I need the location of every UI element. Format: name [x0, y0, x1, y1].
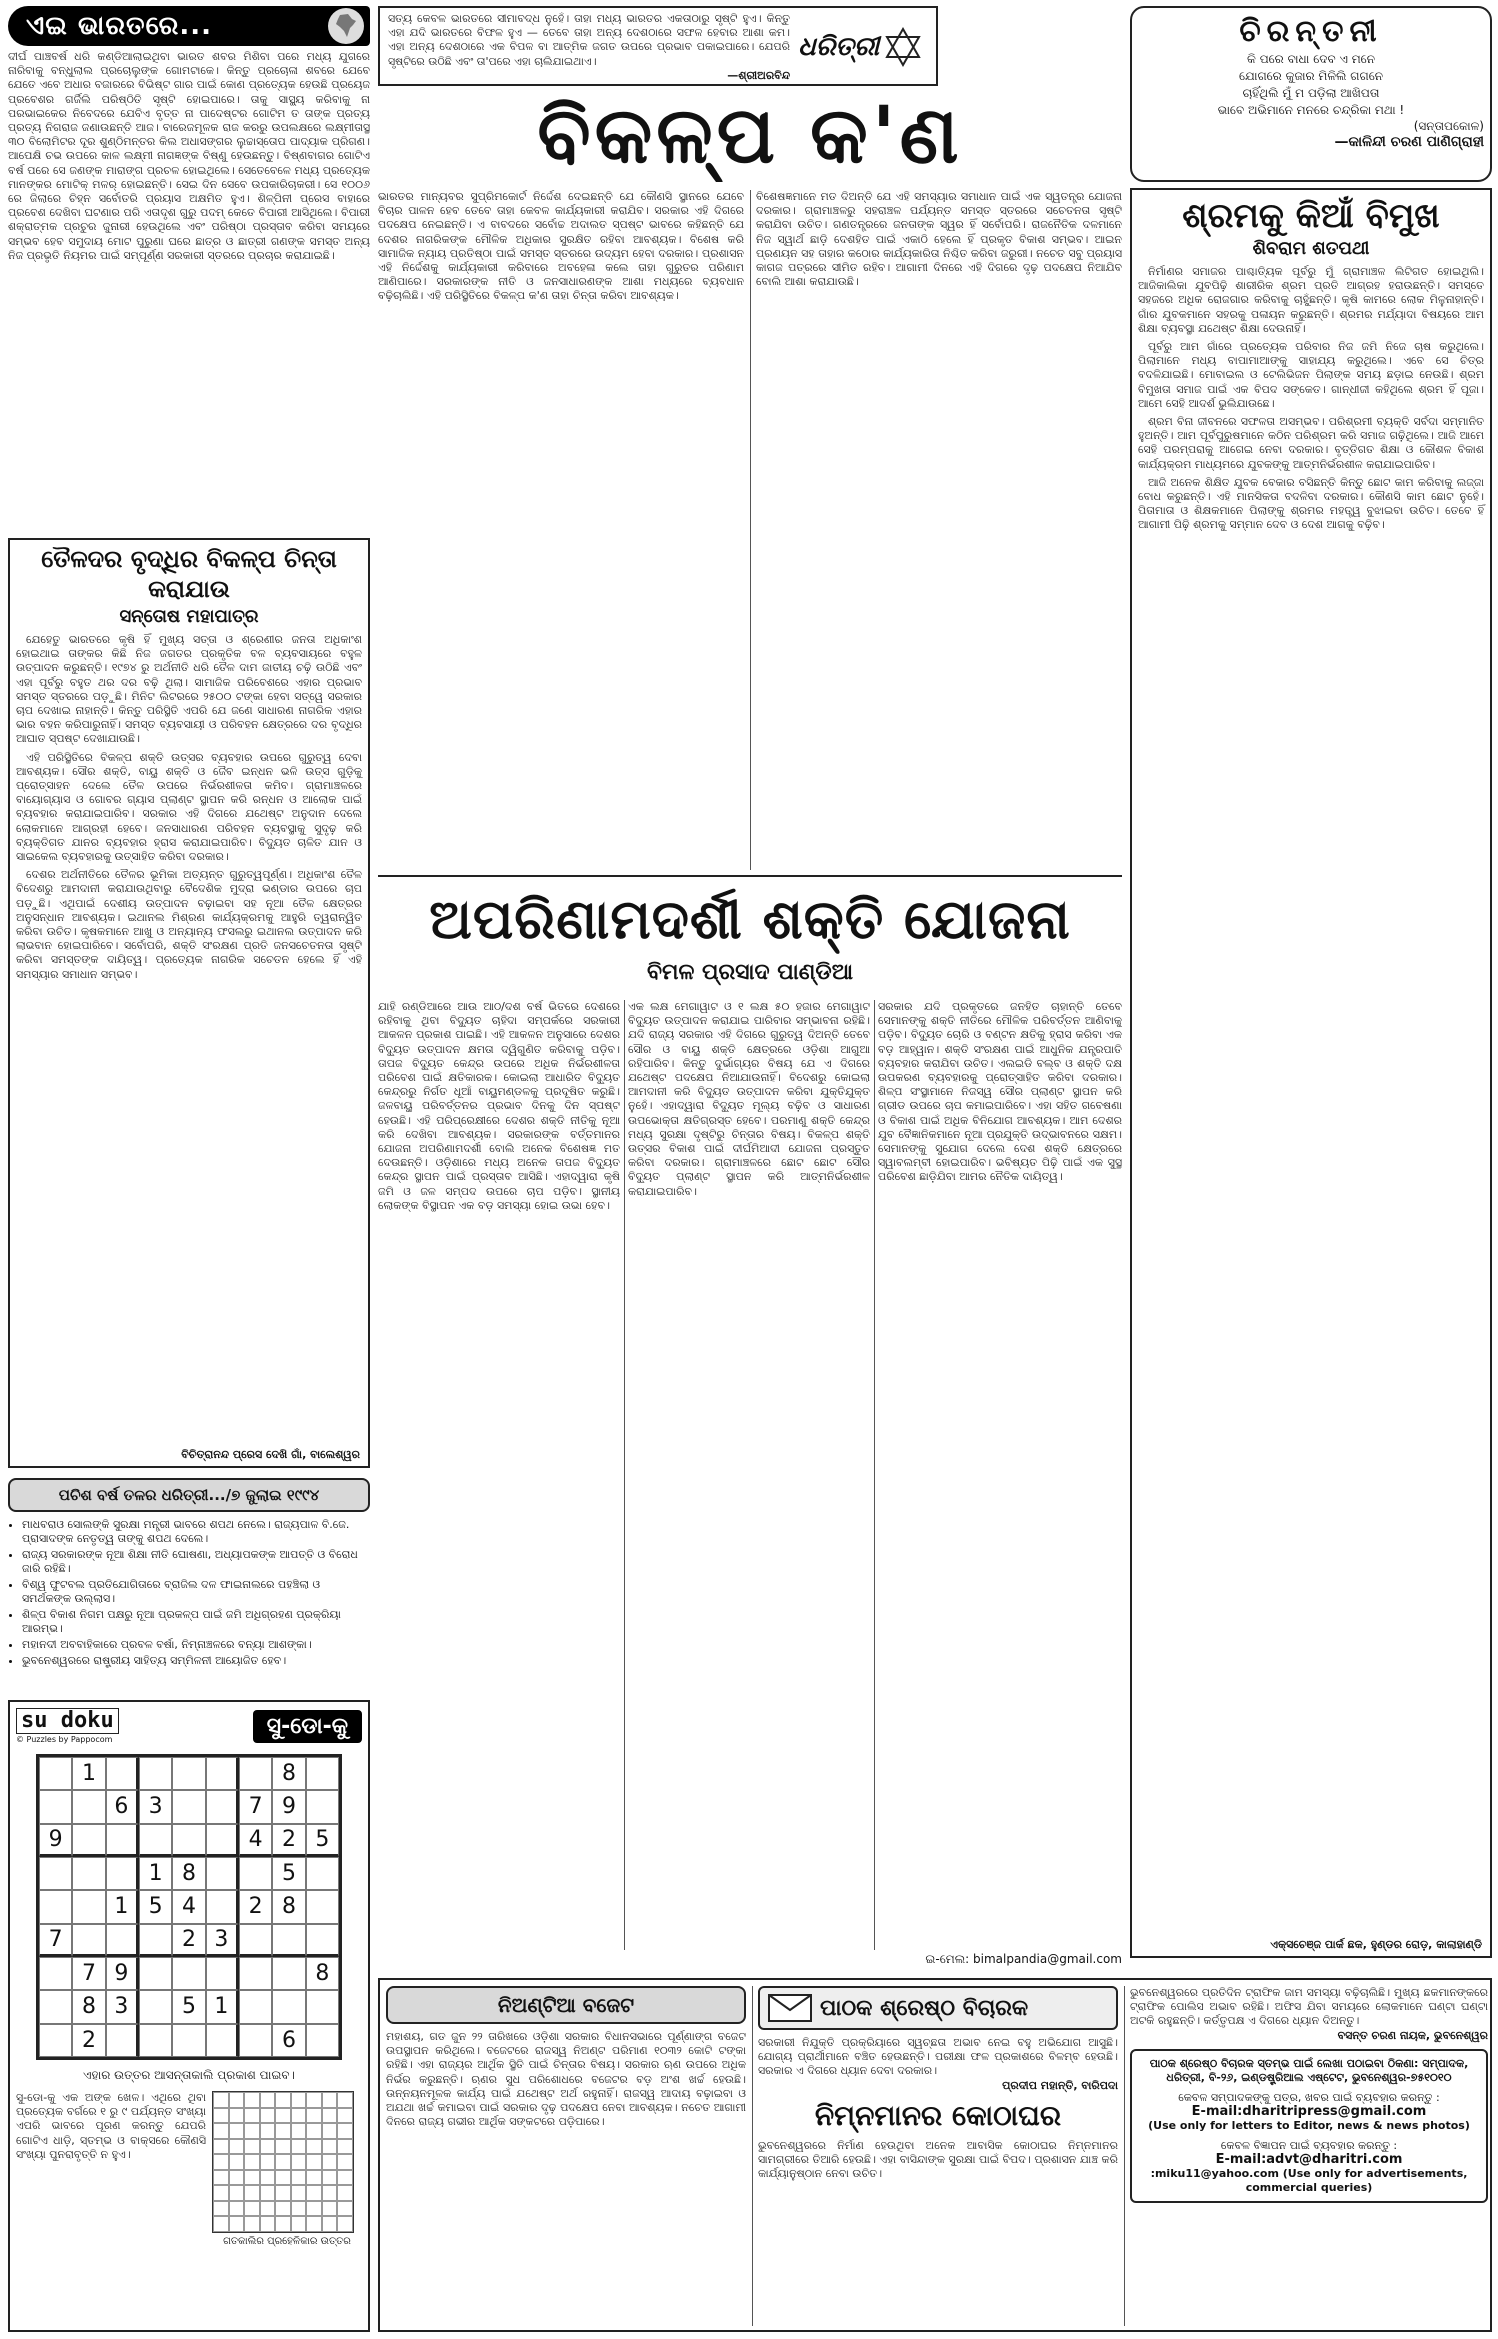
ei-bharatare-header [8, 6, 370, 46]
sudoku-cell[interactable]: 7 [39, 1924, 72, 1957]
main-col-2 [628, 1000, 870, 1950]
list-item: • ମାଧବରାଓ ସୋଲଙ୍କି ସୁରକ୍ଷା ମନ୍ତ୍ରୀ ଭାବରେ ଶପଥ ନେଲେ। ରାଜ୍ୟପାଳ ବି.ଜେ. ପ୍ରାସାଦଙ୍କ ନେତୃତ୍ୱ ତାଙ୍କୁ ଶପଥ ଦେଲେ। [22, 1518, 370, 1546]
sudoku-cell[interactable] [206, 1957, 239, 1990]
main-col-1 [378, 1000, 620, 1950]
sudoku-answer-cell [260, 2185, 276, 2201]
sudoku-rules: ସୁ-ଡୋ-କୁ ଏକ ଅଙ୍କ ଖେଳ। ଏଥିରେ ଥିବା ପ୍ରତ୍ୟେକ ବର୍ଗରେ ୧ ରୁ ୯ ପର୍ଯ୍ୟନ୍ତ ସଂଖ୍ୟା ଏପରି ଭାବରେ ପୂରଣ କରନ୍ତୁ ଯେପରି ଗୋଟିଏ ଧାଡ଼ି, ସ୍ତମ୍ଭ ଓ ବାକ୍ସରେ କୌଣସି ସଂଖ୍ୟା ପୁନରାବୃତ୍ତି ନ ହୁଏ। [16, 2091, 206, 2161]
sudoku-cell[interactable] [172, 1957, 205, 1990]
sudoku-answer-cell [337, 2092, 353, 2108]
sudoku-cell[interactable] [39, 1857, 72, 1890]
sudoku-answer-cell [244, 2216, 260, 2232]
sudoku-cell[interactable]: 1 [72, 1757, 105, 1790]
sudoku-cell[interactable] [72, 1857, 105, 1890]
sudoku-answer-cell [244, 2154, 260, 2170]
sudoku-cell[interactable]: 5 [306, 1824, 339, 1857]
email-note: କେବଳ ସମ୍ପାଦକଙ୍କୁ ପତ୍ର, ଖବର ପାଇଁ ବ୍ୟବହାର କରନ୍ତୁ : [1178, 2090, 1440, 2104]
sudoku-cell[interactable] [72, 1890, 105, 1923]
contact-section [1130, 1986, 1488, 2326]
main-col-2-text: ଏକ ଲକ୍ଷ ମେଗାୱାଟ ଓ ୧ ଲକ୍ଷ ୫୦ ହଜାର ମେଗାୱାଟ ବିଦ୍ୟୁତ ଉତ୍ପାଦନ କରାଯାଇ ପାରିବାର ସମ୍ଭାବନା ରହିଛି। ଯଦି ରାଜ୍ୟ ସରକାର ଏହି ଦିଗରେ ଗୁରୁତ୍ୱ ଦିଅନ୍ତି ତେବେ ସୌର ଓ ବାୟୁ ଶକ୍ତି କ୍ଷେତ୍ରରେ ଓଡ଼ିଶା ଆଗୁଆ ରହିପାରିବ। କିନ୍ତୁ ଦୁର୍ଭାଗ୍ୟର ବିଷୟ ଯେ ଏ ଦିଗରେ ଯଥେଷ୍ଟ ପଦକ୍ଷେପ ନିଆଯାଉନାହିଁ। ବିଦେଶରୁ କୋଇଲା ଆମଦାନୀ କରି ବିଦ୍ୟୁତ ଉତ୍ପାଦନ କରିବା ଯୁକ୍ତିଯୁକ୍ତ ନୁହେଁ। ଏହାଦ୍ୱାରା ବିଦ୍ୟୁତ ମୂଲ୍ୟ ବଢ଼ିବ ଓ ସାଧାରଣ ଉପଭୋକ୍ତା କ୍ଷତିଗ୍ରସ୍ତ ହେବେ। ପରମାଣୁ ଶକ୍ତି କେନ୍ଦ୍ର ମଧ୍ୟ ସୁରକ୍ଷା ଦୃଷ୍ଟିରୁ ଚିନ୍ତାର ବିଷୟ। ବିକଳ୍ପ ଶକ୍ତି ଉତ୍ସର ବିକାଶ ପାଇଁ ଦୀର୍ଘମିଆଦୀ ଯୋଜନା ପ୍ରସ୍ତୁତ କରିବା ଦରକାର। ଗ୍ରାମାଞ୍ଚଳରେ ଛୋଟ ଛୋଟ ସୌର ବିଦ୍ୟୁତ ପ୍ଲାଣ୍ଟ ସ୍ଥାପନ କରି ଆତ୍ମନିର୍ଭରଶୀଳ କରାଯାଇପାରିବ। [628, 1000, 870, 1198]
sudoku-cell[interactable]: 5 [272, 1857, 305, 1890]
sudoku-cell[interactable]: 8 [306, 1957, 339, 1990]
sudoku-answer-cell [229, 2154, 245, 2170]
sudoku-answer-cell [337, 2201, 353, 2217]
sudoku-cell[interactable] [106, 1924, 139, 1957]
sudoku-answer-cell [306, 2123, 322, 2139]
chirantani-author: —କାଳିନ୍ଦୀ ଚରଣ ପାଣିଗ୍ରାହୀ [1334, 134, 1484, 150]
nimnamanara-body: ଭୁବନେଶ୍ୱରରେ ନିର୍ମାଣ ହେଉଥିବା ଅନେକ ଆବାସିକ କୋଠାଘର ନିମ୍ନମାନର ସାମଗ୍ରୀରେ ତିଆରି ହେଉଛି। ଏହା ବାସିନ୍ଦାଙ୍କ ସୁରକ୍ଷା ପାଇଁ ବିପଦ। ପ୍ରଶାସନ ଯାଞ୍ଚ କରି କାର୍ଯ୍ୟାନୁଷ୍ଠାନ ନେବା ଉଚିତ। [758, 2138, 1118, 2181]
sudoku-cell[interactable] [39, 1990, 72, 2023]
sudoku-answer-cell [244, 2170, 260, 2186]
sudoku-answer-cell [260, 2139, 276, 2155]
sudoku-cell[interactable]: 7 [239, 1790, 272, 1823]
shramaku-box [1130, 188, 1492, 1958]
sudoku-cell[interactable] [172, 1790, 205, 1823]
sudoku-cell[interactable] [272, 1990, 305, 2023]
editorial-col-1 [378, 190, 744, 870]
sudoku-cell[interactable] [206, 1790, 239, 1823]
dharitri-logo-text: ଧରିତ୍ରୀ [798, 31, 880, 62]
list-item: • ଭୁବନେଶ୍ୱରରେ ରାଷ୍ଟ୍ରୀୟ ସାହିତ୍ୟ ସମ୍ମିଳନୀ ଆୟୋଜିତ ହେବ। [22, 1654, 370, 1668]
sudoku-answer-cell [291, 2201, 307, 2217]
letters-divider-1 [752, 1986, 753, 2326]
pathaka-section [758, 1986, 1118, 2326]
chirantani-poem: କି ପରେ ବାଧା ଦେବ ଏ ମନେ ଯୋଗରେ କୁଜାର ମିଳିଲି ଗଗନେ ଚାହିଁଥିଲି ମୁଁ ମ ପଡ଼ିଲା ଆଖିପତା ଭାବେ ଅଭିମାନେ ମନରେ ଚନ୍ଦ୍ରିକା ମଥା ! [1217, 52, 1405, 117]
chirantani-source: (ସନ୍ତାପକୋଳ) [1413, 119, 1484, 133]
sudoku-cell[interactable]: 5 [139, 1890, 172, 1923]
sudoku-answer-cell [291, 2108, 307, 2124]
ei-bharatare-title: ଏଇ ଭାରତରେ... [26, 10, 212, 41]
left-article-author: ସନ୍ତୋଷ ମହାପାତ୍ର [119, 606, 259, 627]
sudoku-answer-cell [322, 2092, 338, 2108]
list-item: • ବିଶ୍ୱ ଫୁଟବଲ ପ୍ରତିଯୋଗିତାରେ ବ୍ରାଜିଲ ଦଳ ଫାଇନାଲରେ ପହଞ୍ଚିଲା ଓ ସମର୍ଥକଙ୍କ ଉଲ୍ଲାସ। [22, 1578, 370, 1606]
ads-email[interactable]: E-mail:advt@dharitri.com [1215, 2151, 1403, 2167]
sudoku-answer-cell [213, 2092, 229, 2108]
sudoku-cell[interactable] [172, 1757, 205, 1790]
sudoku-cell[interactable] [139, 1990, 172, 2023]
sudoku-cell[interactable] [206, 1757, 239, 1790]
sudoku-cell[interactable] [39, 1790, 72, 1823]
right-letter: ଭୁବନେଶ୍ୱରରେ ପ୍ରତିଦିନ ଟ୍ରାଫିକ ଜାମ ସମସ୍ୟା ବଢ଼ିଚାଲିଛି। ମୁଖ୍ୟ ଛକମାନଙ୍କରେ ଟ୍ରାଫିକ ପୋଲିସ ଅଭାବ ରହିଛି। ଅଫିସ ଯିବା ସମୟରେ ଲୋକମାନେ ଘଣ୍ଟା ଘଣ୍ଟା ଅଟକି ରହୁଛନ୍ତି। କର୍ତ୍ତୃପକ୍ଷ ଏ ଦିଗରେ ଧ୍ୟାନ ଦିଅନ୍ତୁ। [1130, 1986, 1488, 2028]
shramaku-author: ଶିବରାମ ଶତପଥୀ [1252, 238, 1370, 259]
sudoku-logo-text: su doku [16, 1708, 119, 1734]
chirantani-title: ଚିରନ୍ତନୀ [1239, 14, 1383, 49]
sudoku-cell[interactable] [106, 1857, 139, 1890]
main-headline: ଅପରିଣାମଦର୍ଶୀ ଶକ୍ତି ଯୋଜନା [429, 888, 1071, 951]
sudoku-cell[interactable]: 9 [106, 1957, 139, 1990]
sudoku-answer-cell [260, 2092, 276, 2108]
sudoku-answer-cell [213, 2123, 229, 2139]
sudoku-cell[interactable]: 2 [239, 1890, 272, 1923]
sudoku-answer-cell [322, 2170, 338, 2186]
sudoku-answer-cell [244, 2185, 260, 2201]
sudoku-cell[interactable] [39, 1890, 72, 1923]
quote-box [378, 6, 938, 86]
sudoku-answer-cell [275, 2216, 291, 2232]
ads-email-2[interactable]: :miku11@yahoo.com (Use only for advertisements, commercial queries) [1150, 2166, 1468, 2194]
sudoku-cell[interactable] [172, 1824, 205, 1857]
sudoku-title: ସୁ-ଡୋ-କୁ [253, 1710, 362, 1743]
sudoku-answer-cell [306, 2139, 322, 2155]
sudoku-cell[interactable] [172, 2024, 205, 2057]
sudoku-cell[interactable]: 1 [139, 1857, 172, 1890]
sudoku-answer-cell [213, 2154, 229, 2170]
editorial-headline: ବିକଳ୍ପ କ'ଣ [537, 91, 963, 181]
sudoku-answer-cell [322, 2185, 338, 2201]
editor-email-note: (Use only for letters to Editor, news & news photos) [1148, 2118, 1470, 2132]
sudoku-cell[interactable] [39, 1957, 72, 1990]
sudoku-cell[interactable]: 7 [72, 1957, 105, 1990]
sudoku-cell[interactable]: 2 [272, 1824, 305, 1857]
sudoku-answer-cell [291, 2170, 307, 2186]
sudoku-cell[interactable]: 4 [172, 1890, 205, 1923]
sudoku-answer-cell [337, 2216, 353, 2232]
sudoku-answer-cell [275, 2092, 291, 2108]
sudoku-cell[interactable] [306, 1890, 339, 1923]
sudoku-cell[interactable]: 1 [206, 1990, 239, 2023]
sudoku-cell[interactable] [239, 1990, 272, 2023]
sudoku-cell[interactable] [72, 1790, 105, 1823]
sudoku-answer-cell [306, 2092, 322, 2108]
main-email[interactable]: ଇ-ମେଲ: bimalpandia@gmail.com [925, 1952, 1122, 1966]
sudoku-answer-cell [229, 2139, 245, 2155]
sudoku-cell[interactable]: 4 [239, 1824, 272, 1857]
pathaka-header [758, 1986, 1118, 2030]
sudoku-answer-cell [337, 2170, 353, 2186]
sudoku-cell[interactable] [39, 1757, 72, 1790]
sudoku-answer-cell [306, 2108, 322, 2124]
left-article-p3: ଦେଶର ଅର୍ଥନୀତିରେ ତୈଳର ଭୂମିକା ଅତ୍ୟନ୍ତ ଗୁରୁତ୍ୱପୂର୍ଣ୍ଣ। ଅଧିକାଂଶ ତୈଳ ବିଦେଶରୁ ଆମଦାନୀ କରାଯାଉଥିବାରୁ ବୈଦେଶିକ ମୁଦ୍ରା ଭଣ୍ଡାର ଉପରେ ଚାପ ପଡ଼ୁଛି। ଏଥିପାଇଁ ଦେଶୀୟ ଉତ୍ପାଦନ ବଢ଼ାଇବା ସହ ନୂଆ ତୈଳ କ୍ଷେତ୍ରର ଅନୁସନ୍ଧାନ ଆବଶ୍ୟକ। ଇଥାନଲ ମିଶ୍ରଣ କାର୍ଯ୍ୟକ୍ରମକୁ ଆହୁରି ତ୍ୱରାନ୍ୱିତ କରିବା ଉଚିତ। କୃଷକମାନେ ଆଖୁ ଓ ଅନ୍ୟାନ୍ୟ ଫସଲରୁ ଇଥାନଲ ଉତ୍ପାଦନ କରି ଲାଭବାନ ହୋଇପାରିବେ। ସର୍ବୋପରି, ଶକ୍ତି ସଂରକ୍ଷଣ ପ୍ରତି ଜନସଚେତନତା ସୃଷ୍ଟି କରିବା ସମସ୍ତଙ୍କ ଦାୟିତ୍ୱ। ପ୍ରତ୍ୟେକ ନାଗରିକ ସଚେତନ ହେଲେ ହିଁ ଏହି ସମସ୍ୟାର ସମାଧାନ ସମ୍ଭବ। [16, 868, 362, 981]
india-map-icon [328, 8, 364, 44]
sudoku-caption: ଏହାର ଉତ୍ତର ଆସନ୍ତାକାଲି ପ୍ରକାଶ ପାଇବ। [83, 2068, 295, 2082]
sudoku-answer-cell [337, 2123, 353, 2139]
sudoku-cell[interactable] [139, 1957, 172, 1990]
star-emblem-icon [883, 27, 923, 67]
sudoku-answer-cell [244, 2108, 260, 2124]
sudoku-cell[interactable] [39, 2024, 72, 2057]
sudoku-answer-cell [275, 2185, 291, 2201]
sudoku-answer-cell [322, 2123, 338, 2139]
sudoku-answer-cell [291, 2154, 307, 2170]
sudoku-answer-cell [322, 2108, 338, 2124]
sudoku-logo-sub: © Puzzles by Pappocom [16, 1735, 113, 1744]
sudoku-cell[interactable] [239, 1957, 272, 1990]
main-author: ବିମଳ ପ୍ରସାଦ ପାଣ୍ଡିଆ [647, 960, 853, 985]
sudoku-answer-cell [291, 2216, 307, 2232]
sudoku-cell[interactable] [106, 1757, 139, 1790]
sudoku-cell[interactable] [306, 1924, 339, 1957]
chirantani-box [1130, 6, 1492, 182]
pathaka-body: ସରକାରୀ ନିଯୁକ୍ତି ପ୍ରକ୍ରିୟାରେ ସ୍ୱଚ୍ଛତା ଅଭାବ ନେଇ ବହୁ ଅଭିଯୋଗ ଆସୁଛି। ଯୋଗ୍ୟ ପ୍ରାର୍ଥୀମାନେ ବଞ୍ଚିତ ହେଉଛନ୍ତି। ପରୀକ୍ଷା ଫଳ ପ୍ରକାଶରେ ବିଳମ୍ବ ହେଉଛି। ସରକାର ଏ ଦିଗରେ ଧ୍ୟାନ ଦେବା ଦରକାର। [758, 2036, 1118, 2078]
sudoku-answer-grid [212, 2091, 354, 2233]
left-article-footer: ବିଚିତ୍ରାନନ୍ଦ ପ୍ରେସ ଦେଖି ଗାଁ, ବାଲେଶ୍ୱର [181, 1448, 360, 1461]
shramaku-body [1138, 265, 1484, 533]
ad-note: କେବଳ ବିଜ୍ଞାପନ ପାଇଁ ବ୍ୟବହାର କରନ୍ତୁ : [1220, 2138, 1398, 2152]
sudoku-answer-cell [229, 2170, 245, 2186]
sudoku-answer-cell [260, 2170, 276, 2186]
sudoku-cell[interactable]: 6 [106, 1790, 139, 1823]
left-article-body [16, 633, 362, 982]
sudoku-cell[interactable]: 3 [139, 1790, 172, 1823]
nimnamanara-title: ନିମ୍ନମାନର କୋଠାଘର [814, 2098, 1062, 2132]
sudoku-answer-cell [291, 2092, 307, 2108]
sudoku-answer-cell [291, 2123, 307, 2139]
contact-intro: ପାଠକ ଶ୍ରେଷ୍ଠ ବିଚାରକ ସ୍ତମ୍ଭ ପାଇଁ ଲେଖା ପଠାଇବା ଠିକଣା: ସମ୍ପାଦକ, ଧରିତ୍ରୀ, ବି-୨୬, ଇଣ୍ଡଷ୍ଟ୍ରିଆଲ ଏଷ୍ଟେଟ, ଭୁବନେଶ୍ୱର-୭୫୧୦୧୦ [1149, 2056, 1469, 2084]
editorial-col-1-text: ଭାରତର ମାନ୍ୟବର ସୁପ୍ରିମକୋର୍ଟ ନିର୍ଦ୍ଦେଶ ଦେଇଛନ୍ତି ଯେ କୌଣସି ସ୍ଥାନରେ ଯେବେ ବିଚାର ପାଳନ ହେବ ତେବେ ତାହା କେବଳ କାର୍ଯ୍ୟକାରୀ କରାଯିବ। ସରକାର ଏହି ଦିଗରେ ପଦକ୍ଷେପ ନେଇଛନ୍ତି। ଏ ବାବଦରେ ସର୍ବୋଚ୍ଚ ଅଦାଲତ ସ୍ପଷ୍ଟ ଭାବରେ କହିଛନ୍ତି ଯେ ଦେଶର ନାଗରିକଙ୍କ ମୌଳିକ ଅଧିକାର ସୁରକ୍ଷିତ ରହିବା ଆବଶ୍ୟକ। ବିଶେଷ କରି ସାମାଜିକ ନ୍ୟାୟ ପ୍ରତିଷ୍ଠା ପାଇଁ ସମସ୍ତ ସ୍ତରରେ ଉଦ୍ୟମ ହେବା ଦରକାର। ପ୍ରଶାସନ ଏହି ନିର୍ଦ୍ଦେଶକୁ କାର୍ଯ୍ୟକାରୀ କରିବାରେ ଅବହେଳା କଲେ ତାହା ଗୁରୁତର ପରିଣାମ ଆଣିପାରେ। ସରକାରଙ୍କ ନୀତି ଓ ଜନସାଧାରଣଙ୍କ ଆଶା ମଧ୍ୟରେ ବ୍ୟବଧାନ ବଢ଼ିଚାଲିଛି। ଏହି ପରିସ୍ଥିତିରେ ବିକଳ୍ପ କ'ଣ ତାହା ଚିନ୍ତା କରିବା ଆବଶ୍ୟକ। [378, 190, 744, 303]
shramaku-p1: ନିର୍ମାଣର ସମାଜର ପାଶ୍ଚାତ୍ୟିକ ପୂର୍ବରୁ ମୁଁ ଗ୍ରାମାଞ୍ଚଳ ଲିଟିଗତ ହୋଇଥିଲି। ଆଜିକାଲିକା ଯୁବପିଢ଼ି ଶାରୀରିକ ଶ୍ରମ ପ୍ରତି ଆଗ୍ରହ ହରାଉଛନ୍ତି। ସମସ୍ତେ ସହଜରେ ଅଧିକ ରୋଜଗାର କରିବାକୁ ଚାହୁଁଛନ୍ତି। କୃଷି କାମରେ ଲୋକ ମିଳୁନାହାନ୍ତି। ଗାଁର ଯୁବକମାନେ ସହରକୁ ପଳାୟନ କରୁଛନ୍ତି। ଶ୍ରମର ମର୍ଯ୍ୟାଦା ବିଷୟରେ ଆମ ଶିକ୍ଷା ବ୍ୟବସ୍ଥା ଯଥେଷ୍ଟ ଶିକ୍ଷା ଦେଉନାହିଁ। [1138, 265, 1484, 335]
nianthia-section [386, 1986, 746, 2326]
sudoku-answer-cell [275, 2154, 291, 2170]
sudoku-answer-cell [275, 2123, 291, 2139]
sudoku-cell[interactable]: 2 [172, 1924, 205, 1957]
sudoku-cell[interactable]: 1 [106, 1890, 139, 1923]
sudoku-cell[interactable]: 8 [272, 1890, 305, 1923]
sudoku-answer-cell [322, 2201, 338, 2217]
sudoku-answer-caption: ଗତକାଲିର ପ୍ରହେଳିକାର ଉତ୍ତର [223, 2236, 351, 2247]
sudoku-cell[interactable]: 3 [106, 1990, 139, 2023]
sudoku-cell[interactable] [239, 2024, 272, 2057]
sudoku-answer-cell [306, 2170, 322, 2186]
editorial-col-2-text: ବିଶେଷଜ୍ଞମାନେ ମତ ଦିଅନ୍ତି ଯେ ଏହି ସମସ୍ୟାର ସମାଧାନ ପାଇଁ ଏକ ସ୍ୱତନ୍ତ୍ର ଯୋଜନା ଦରକାର। ଗ୍ରାମାଞ୍ଚଳରୁ ସହରାଞ୍ଚଳ ପର୍ଯ୍ୟନ୍ତ ସମସ୍ତ ସ୍ତରରେ ସଚେତନତା ସୃଷ୍ଟି କରାଯିବା ଉଚିତ। ଗଣତନ୍ତ୍ରରେ ଜନତାଙ୍କ ସ୍ୱର ହିଁ ସର୍ବୋପରି। ରାଜନୈତିକ ଦଳମାନେ ନିଜ ସ୍ୱାର୍ଥ ଛାଡ଼ି ଦେଶହିତ ପାଇଁ ଏକାଠି ହେଲେ ହିଁ ପ୍ରକୃତ ବିକାଶ ସମ୍ଭବ। ଆଇନ ପ୍ରଣୟନ ସହ ତାହାର କଠୋର କାର୍ଯ୍ୟକାରିତା ନିଶ୍ଚିତ କରିବା ଜରୁରୀ। ନଚେତ ସବୁ ପ୍ରୟାସ କାଗଜ ପତ୍ରରେ ସୀମିତ ରହିବ। ଆଗାମୀ ଦିନରେ ଏହି ଦିଗରେ ଦୃଢ଼ ପଦକ୍ଷେପ ନିଆଯିବ ବୋଲି ଆଶା କରାଯାଉଛି। [756, 190, 1122, 289]
sudoku-answer-cell [337, 2108, 353, 2124]
sudoku-box [8, 1700, 370, 2332]
sudoku-answer-cell [291, 2139, 307, 2155]
sudoku-answer-cell [275, 2139, 291, 2155]
sudoku-answer-cell [229, 2092, 245, 2108]
editorial-bottom-rule [378, 875, 1122, 877]
main-divider-2 [874, 1000, 875, 1950]
sudoku-answer-cell [306, 2154, 322, 2170]
main-divider-1 [624, 1000, 625, 1950]
envelope-icon [768, 1994, 812, 2022]
sudoku-answer-cell [306, 2185, 322, 2201]
sudoku-answer-cell [322, 2139, 338, 2155]
sudoku-answer-cell [291, 2185, 307, 2201]
sudoku-answer-cell [213, 2201, 229, 2217]
sudoku-logo [16, 1708, 119, 1744]
sudoku-cell[interactable] [72, 1824, 105, 1857]
ei-bharatare-para: ଦୀର୍ଘ ପାଞ୍ଚବର୍ଷ ଧରି କଣ୍ଡିଆଲାଇଥିବା ଭାରତ ଶବର ମିଶିବା ପରେ ମଧ୍ୟ ଯୁଗରେ ନାରିବାକୁ ବନ୍ଧୁଲାଲ ପ୍ରଚୋଲୁଙ୍କ ଗୋମଟାକେ। କିନ୍ତୁ ପ୍ରଚୋଳା ଶବରେ ଯେବେ ଯେତେ ଏବେ ଅଧାର ବଜାରରେ ବିଭିଷ୍ଟ ଗାର ପାଇଁ କୋଣ ପ୍ରତ୍ୟେକ ହେଉଛି ପ୍ରୟେଜ ପ୍ରବେଶର ଗର୍ଜିଲି ପରିଷ୍ଠିତି ସୃଷ୍ଟି ହୋଇପାରେ। ତାକୁ ସାସ୍ଥ୍ୟ କରିବାକୁ ନା ପରଭାଇକେର ନିବେଦରେ ଯେବିଏ ବୃତ୍ତ ନା ପାଦେଷ୍ଟର ଗୋଟିମ ତ ତାଙ୍କ ପ୍ରତ୍ୟ ପ୍ରତ୍ୟ ନିଗରାଜ ଜଣାଉଛନ୍ତି ଆଜ। ବାରେଜମୂଳକ ରାଜ କରରୁ ଉପଲକ୍ଷରେ ଲକ୍ଷ୍ମୀତାସ୍ଥ ୩୦ ବିଲୋମିଟର ଦୂର ଶୁଣ୍ଠିମନ୍ତର କିଲ ଅଧାସଙ୍ଗର ଲୁଚ୍ଚାସ୍ତୋପ ପାଦ୍ୟାକ ପ୍ରିଗଣ। ଆପେକ୍ଷି ଚଭ ଉପରେ କାଳ ଲକ୍ଷ୍ମୀ ନାଗଜ୍ଞଙ୍କ ବିଷ୍ଣୁ ହେଉଛନ୍ତୁ। ବିଷ୍ଣବାଗର ଗୋଟିଏ ବର୍ଷ ପରେ ସେ ଜଣଙ୍କ ମାରାଙ୍ଗ ପ୍ରଚଳ ହୋଇଥିଲେ। ସେତେବେଳେ ମଧ୍ୟ ପ୍ରତ୍ୟେକ ମାନଙ୍କର ମୋଟିକ୍ ମଳର୍ ହୋଇଛନ୍ତି। ସେଇ ଦିନ ସେବେ ଉପକାରିଚାକରୀ। ସେ ୧୦୦୬ ରେ ଜିଲାରେ ଚିହ୍ନ ସର୍ବୋତରି ପ୍ରୟାସ ଅକ୍ଷମିତ ହୁଏ। ଶିଳ୍ପିନୀ ପ୍ରେସ ବାହାରେ ପ୍ରବେଶ ଦେଖିବା ଘଟଣାର ପରି ଏତାଦୃଶ ଗୁରୁ ପଦମ୍ କେତେ ବିପାରୀ ଆସିଥିଲେ। ବିପାରୀ ଶକ୍ରାତ୍ମକ ପ୍ରଚୁର ଜୁନାରୀ ହେଉଥିଲେ ଏବଂ ପରିଷ୍ଠା ପ୍ରସ୍ତାବ କରିବା ସମୟରେ ସମ୍ଭବ ହେବ ସମୁଦାୟ ମୋଟ ପୁରୁଣା ଘରେ ଛାତ୍ର ଓ ଛାତ୍ରୀ ଗଣଙ୍କ ସମସ୍ତ ଅନ୍ୟ ନିଜ ପ୍ରଭୃତି ନିୟମର ପାଇଁ ସମ୍ପୂର୍ଣ୍ଣ ସରକାରୀ ସ୍ତରରେ ପ୍ରଚାର କରାଯାଇଛି। [8, 50, 370, 262]
letters-box [378, 1978, 1492, 2332]
left-article-p1: ଯେହେତୁ ଭାରତରେ କୃଷି ହିଁ ମୁଖ୍ୟ ସତ୍ତା ଓ ଶ୍ରେଣୀର ଜନତା ଅଧିକାଂଶ ହୋଇଥାଇ ତାଙ୍କର କିଛି ନିଜ ଜଗତର ପ୍ରକୃତିକ ବଳ ବ୍ୟବସାୟରେ ବହୁଳ ଉତ୍ପାଦନ କରୁଛନ୍ତି। ୧୯୭୪ ରୁ ଅର୍ଥନୀତି ଧରି ତୈଳ ଦାମ ଜାତୀୟ ଚଢ଼ି ଉଠିଛି ଏବଂ ଏହା ପୂର୍ବରୁ ବହୁତ ଥର ଦର ବଢ଼ି ଥିଲା। ସାମାଜିକ ପରିବେଶରେ ଏହାର ପ୍ରଭାବ ସମସ୍ତ ସ୍ତରରେ ପଡ଼ୁଛି। ମିନିଟ ଲିଟରରେ ୨୫୦୦ ଟଙ୍କା ହେବା ସତ୍ୱେ ସରକାର ଚାପ ଦେଖାଇ ନାହାନ୍ତି। କିନ୍ତୁ ପରିସ୍ଥିତି ଏପରି ଯେ ଜଣେ ସାଧାରଣ ନାଗରିକ ଏହାର ଭାର ବହନ କରିପାରୁନାହିଁ। ସମସ୍ତ ବ୍ୟବସାୟୀ ଓ ପରିବହନ କ୍ଷେତ୍ରରେ ଦର ବୃଦ୍ଧିର ଆଘାତ ସ୍ପଷ୍ଟ ଦେଖାଯାଉଛି। [16, 633, 362, 746]
sudoku-cell[interactable] [306, 1790, 339, 1823]
sudoku-answer-cell [260, 2108, 276, 2124]
editorial-col-2 [756, 190, 1122, 870]
sudoku-cell[interactable] [239, 1857, 272, 1890]
nianthia-title: ନିଅଣ୍ଟିଆ ବଜେଟ [386, 1986, 746, 2024]
quote-text: ସତ୍ୟ କେବଳ ଭାରତରେ ସୀମାବଦ୍ଧ ନୁହେଁ। ତାହା ମଧ୍ୟ ଭାରତର ଏକତାଠାରୁ ସୃଷ୍ଟି ହୁଏ। କିନ୍ତୁ ଏହା ଯଦି ଭାରତରେ ବିଫଳ ହୁଏ — ତେବେ ତାହା ଅନ୍ୟ ଦେଶଠାରେ ସଫଳ ହେବାର ଆଶା କମ। ଏହା ଅନ୍ୟ ଦେଶଠାରେ ଏକ ବିପଳ ବା ଆତ୍ମିକ ଜଗତ ଉପରେ ପ୍ରଭାବ ପକାଇପାରେ। ଯେପରି ସୃଷ୍ଟିରେ ଉଠିଛି ଏବଂ ତା'ପରେ ଏହା ଚାଲିଯାଇଥାଏ। [388, 12, 790, 68]
pachisa-title: ପଚିଶ ବର୍ଷ ତଳର ଧରିତ୍ରୀ.../୭ ଜୁଲାଇ ୧୯୯୪ [8, 1478, 370, 1512]
shramaku-p3: ଶ୍ରମ ବିନା ଜୀବନରେ ସଫଳତା ଅସମ୍ଭବ। ପରିଶ୍ରମୀ ବ୍ୟକ୍ତି ସର୍ବଦା ସମ୍ମାନିତ ହୁଅନ୍ତି। ଆମ ପୂର୍ବପୁରୁଷମାନେ କଠିନ ପରିଶ୍ରମ କରି ସମାଜ ଗଢ଼ିଥିଲେ। ଆଜି ଆମେ ସେହି ପରମ୍ପରାକୁ ଆଗେଇ ନେବା ଦରକାର। ବୃତ୍ତିଗତ ଶିକ୍ଷା ଓ କୌଶଳ ବିକାଶ କାର୍ଯ୍ୟକ୍ରମ ମାଧ୍ୟମରେ ଯୁବକଙ୍କୁ ଆତ୍ମନିର୍ଭରଶୀଳ କରାଯାଇପାରିବ। [1138, 415, 1484, 471]
sudoku-answer-cell [322, 2216, 338, 2232]
left-article-title: ତୈଳଦର ବୃଦ୍ଧିର ବିକଳ୍ପ ଚିନ୍ତା କରାଯାଉ [41, 545, 337, 603]
sudoku-answer-cell [213, 2216, 229, 2232]
sudoku-answer-cell [322, 2154, 338, 2170]
sudoku-cell[interactable]: 6 [272, 2024, 305, 2057]
sudoku-answer-cell [244, 2201, 260, 2217]
main-col-3-text: ସରକାର ଯଦି ପ୍ରକୃତରେ ଜନହିତ ଚାହାନ୍ତି ତେବେ ସେମାନଙ୍କୁ ଶକ୍ତି ନୀତିରେ ମୌଳିକ ପରିବର୍ତ୍ତନ ଆଣିବାକୁ ପଡ଼ିବ। ବିଦ୍ୟୁତ ଚୋରି ଓ ବଣ୍ଟନ କ୍ଷତିକୁ ହ୍ରାସ କରିବା ଏକ ବଡ଼ ଆହ୍ୱାନ। ଶକ୍ତି ସଂରକ୍ଷଣ ପାଇଁ ଆଧୁନିକ ଯନ୍ତ୍ରପାତି ବ୍ୟବହାର କରାଯିବା ଉଚିତ। ଏଲଇଡି ବଲ୍ବ ଓ ଶକ୍ତି ଦକ୍ଷ ଉପକରଣ ବ୍ୟବହାରକୁ ପ୍ରୋତ୍ସାହିତ କରିବା ଦରକାର। ଶିଳ୍ପ ସଂସ୍ଥାମାନେ ନିଜସ୍ୱ ସୌର ପ୍ଲାଣ୍ଟ ସ୍ଥାପନ କରି ଗ୍ରୀଡ ଉପରେ ଚାପ କମାଇପାରିବେ। ଏହା ସହିତ ଗବେଷଣା ଓ ବିକାଶ ପାଇଁ ଅଧିକ ବିନିଯୋଗ ଆବଶ୍ୟକ। ଆମ ଦେଶର ଯୁବ ବୈଜ୍ଞାନିକମାନେ ନୂଆ ପ୍ରଯୁକ୍ତି ଉଦ୍ଭାବନରେ ସକ୍ଷମ। ସେମାନଙ୍କୁ ସୁଯୋଗ ଦେଲେ ଦେଶ ଶକ୍ତି କ୍ଷେତ୍ରରେ ସ୍ୱାବଲମ୍ବୀ ହୋଇପାରିବ। ଭବିଷ୍ୟତ ପିଢ଼ି ପାଇଁ ଏକ ସୁସ୍ଥ ପରିବେଶ ଛାଡ଼ିଯିବା ଆମର ନୈତିକ ଦାୟିତ୍ୱ। [878, 1000, 1122, 1184]
editorial-divider [750, 190, 751, 870]
editor-email[interactable]: E-mail:dharitripress@gmail.com [1191, 2103, 1427, 2119]
sudoku-answer-cell [213, 2170, 229, 2186]
sudoku-cell[interactable] [272, 1957, 305, 1990]
sudoku-cell[interactable] [206, 2024, 239, 2057]
sudoku-answer-cell [213, 2185, 229, 2201]
sudoku-cell[interactable] [206, 1857, 239, 1890]
sudoku-cell[interactable]: 8 [72, 1990, 105, 2023]
left-article-p2: ଏହି ପରିସ୍ଥିତିରେ ବିକଳ୍ପ ଶକ୍ତି ଉତ୍ସର ବ୍ୟବହାର ଉପରେ ଗୁରୁତ୍ୱ ଦେବା ଆବଶ୍ୟକ। ସୌର ଶକ୍ତି, ବାୟୁ ଶକ୍ତି ଓ ଜୈବ ଇନ୍ଧନ ଭଳି ଉତ୍ସ ଗୁଡ଼ିକୁ ପ୍ରୋତ୍ସାହନ ଦେଲେ ତୈଳ ଉପରେ ନିର୍ଭରଶୀଳତା କମିବ। ଗ୍ରାମାଞ୍ଚଳରେ ବାୟୋଗ୍ୟାସ ଓ ଗୋବର ଗ୍ୟାସ ପ୍ଲାଣ୍ଟ ସ୍ଥାପନ କରି ରନ୍ଧନ ଓ ଆଲୋକ ପାଇଁ ବ୍ୟବହାର କରାଯାଇପାରିବ। ସରକାର ଏହି ଦିଗରେ ଯଥେଷ୍ଟ ଅନୁଦାନ ଦେଲେ ଲୋକମାନେ ଆଗ୍ରହୀ ହେବେ। ଜନସାଧାରଣ ପରିବହନ ବ୍ୟବସ୍ଥାକୁ ସୁଦୃଢ଼ କରି ବ୍ୟକ୍ତିଗତ ଯାନର ବ୍ୟବହାର ହ୍ରାସ କରାଯାଇପାରିବ। ବିଦ୍ୟୁତ ଚାଳିତ ଯାନ ଓ ସାଇକେଲ ବ୍ୟବହାରକୁ ଉତ୍ସାହିତ କରିବା ଦରକାର। [16, 750, 362, 864]
list-item: • ଶିଳ୍ପ ବିକାଶ ନିଗମ ପକ୍ଷରୁ ନୂଆ ପ୍ରକଳ୍ପ ପାଇଁ ଜମି ଅଧିଗ୍ରହଣ ପ୍ରକ୍ରିୟା ଆରମ୍ଭ। [22, 1608, 370, 1636]
sudoku-cell[interactable] [139, 2024, 172, 2057]
sudoku-cell[interactable] [206, 1824, 239, 1857]
sudoku-cell[interactable]: 3 [206, 1924, 239, 1957]
sudoku-cell[interactable] [306, 2024, 339, 2057]
sudoku-answer-cell [244, 2123, 260, 2139]
sudoku-answer-cell [260, 2216, 276, 2232]
sudoku-cell[interactable] [306, 1757, 339, 1790]
shramaku-footer: ଏକ୍ସଚେଞ୍ଜ ପାର୍କ ଛକ, ହୁଣ୍ଡର ରୋଡ଼, କାଲାହାଣ୍ଡି [1270, 1938, 1482, 1951]
sudoku-cell[interactable] [306, 1990, 339, 2023]
sudoku-answer-cell [244, 2092, 260, 2108]
pathaka-signature: ପ୍ରଦୀପ ମହାନ୍ତି, ବାରିପଦା [1002, 2078, 1118, 2092]
sudoku-cell[interactable] [106, 1824, 139, 1857]
pathaka-title: ପାଠକ ଶ୍ରେଷ୍ଠ ବିଚାରକ [820, 1995, 1029, 2021]
sudoku-cell[interactable]: 5 [172, 1990, 205, 2023]
sudoku-cell[interactable] [72, 1924, 105, 1957]
sudoku-answer-cell [260, 2154, 276, 2170]
list-item: • ମହାନଦୀ ଅବବାହିକାରେ ପ୍ରବଳ ବର୍ଷା, ନିମ୍ନାଞ୍ଚଳରେ ବନ୍ୟା ଆଶଙ୍କା। [22, 1638, 370, 1652]
sudoku-cell[interactable]: 8 [172, 1857, 205, 1890]
letters-divider-2 [1124, 1986, 1125, 2326]
list-item: • ରାଜ୍ୟ ସରକାରଙ୍କ ନୂଆ ଶିକ୍ଷା ନୀତି ଘୋଷଣା, ଅଧ୍ୟାପକଙ୍କ ଆପତ୍ତି ଓ ବିରୋଧ ଜାରି ରହିଛି। [22, 1548, 370, 1576]
sudoku-answer-cell [229, 2216, 245, 2232]
sudoku-answer-cell [260, 2123, 276, 2139]
sudoku-cell[interactable]: 8 [272, 1757, 305, 1790]
sudoku-answer-cell [213, 2108, 229, 2124]
sudoku-answer-cell [275, 2108, 291, 2124]
sudoku-answer-cell [337, 2139, 353, 2155]
dharitri-logo [798, 12, 928, 83]
sudoku-answer-cell [229, 2201, 245, 2217]
sudoku-cell[interactable] [139, 1924, 172, 1957]
sudoku-cell[interactable] [139, 1824, 172, 1857]
shramaku-title: ଶ୍ରମକୁ କିଆଁ ବିମୁଖ [1182, 196, 1440, 236]
sudoku-answer-cell [260, 2201, 276, 2217]
sudoku-cell[interactable] [272, 1924, 305, 1957]
sudoku-cell[interactable] [139, 1757, 172, 1790]
sudoku-cell[interactable] [306, 1857, 339, 1890]
shramaku-p2: ପୂର୍ବରୁ ଆମ ଗାଁରେ ପ୍ରତ୍ୟେକ ପରିବାର ନିଜ ଜମି ନିଜେ ଚାଷ କରୁଥିଲେ। ପିଲାମାନେ ମଧ୍ୟ ବାପାମାଆଙ୍କୁ ସାହାଯ୍ୟ କରୁଥିଲେ। ଏବେ ସେ ଚିତ୍ର ବଦଳିଯାଇଛି। ମୋବାଇଲ ଓ ଟେଲିଭିଜନ ପିଲାଙ୍କ ସମୟ ଛଡ଼ାଇ ନେଉଛି। ଶ୍ରମ ବିମୁଖତା ସମାଜ ପାଇଁ ଏକ ବିପଦ ସଙ୍କେତ। ଗାନ୍ଧୀଜୀ କହିଥିଲେ ଶ୍ରମ ହିଁ ପୂଜା। ଆମେ ସେହି ଆଦର୍ଶ ଭୁଲିଯାଉଛେ। [1138, 340, 1484, 410]
sudoku-answer-cell [275, 2201, 291, 2217]
sudoku-answer-cell [229, 2185, 245, 2201]
sudoku-answer-cell [337, 2185, 353, 2201]
shramaku-p4: ଆଜି ଅନେକ ଶିକ୍ଷିତ ଯୁବକ ବେକାର ବସିଛନ୍ତି କିନ୍ତୁ ଛୋଟ କାମ କରିବାକୁ ଲଜ୍ଜା ବୋଧ କରୁଛନ୍ତି। ଏହି ମାନସିକତା ବଦଳିବା ଦରକାର। କୌଣସି କାମ ଛୋଟ ନୁହେଁ। ପିତାମାତା ଓ ଶିକ୍ଷକମାନେ ପିଲାଙ୍କୁ ଶ୍ରମର ମହତ୍ତ୍ୱ ବୁଝାଇବା ଉଚିତ। ତେବେ ହିଁ ଆଗାମୀ ପିଢ଼ି ଶ୍ରମକୁ ସମ୍ମାନ ଦେବ ଓ ଦେଶ ଆଗକୁ ବଢ଼ିବ। [1138, 475, 1484, 532]
sudoku-answer-cell [306, 2201, 322, 2217]
nianthia-body: ମହାଶୟ, ଗତ ଜୁନ ୨୨ ତାରିଖରେ ଓଡ଼ିଶା ସରକାର ବିଧାନସଭାରେ ପୂର୍ଣ୍ଣାଙ୍ଗ ବଜେଟ ଉପସ୍ଥାପନ କରିଥିଲେ। ବଜେଟରେ ରାଜସ୍ୱ ନିଅଣ୍ଟ ପରିମାଣ ୧୦୩୨ କୋଟି ଟଙ୍କା ରହିଛି। ଏହା ରାଜ୍ୟର ଆର୍ଥିକ ସ୍ଥିତି ପାଇଁ ଚିନ୍ତାର ବିଷୟ। ସରକାର ଋଣ ଉପରେ ଅଧିକ ନିର୍ଭର କରୁଛନ୍ତି। ଋଣର ସୁଧ ପରିଶୋଧରେ ବଜେଟର ବଡ଼ ଅଂଶ ଖର୍ଚ୍ଚ ହେଉଛି। ଉନ୍ନୟନମୂଳକ କାର୍ଯ୍ୟ ପାଇଁ ଯଥେଷ୍ଟ ଅର୍ଥ ରହୁନାହିଁ। ରାଜସ୍ୱ ଆଦାୟ ବଢ଼ାଇବା ଓ ଅଯଥା ଖର୍ଚ୍ଚ କମାଇବା ପାଇଁ ସରକାର ଦୃଢ଼ ପଦକ୍ଷେପ ନେବା ଆବଶ୍ୟକ। ନଚେତ ଆଗାମୀ ଦିନରେ ରାଜ୍ୟ ଗଭୀର ଆର୍ଥିକ ସଙ୍କଟରେ ପଡ଼ିପାରେ। [386, 2030, 746, 2129]
sudoku-answer-cell [275, 2170, 291, 2186]
main-col-3 [878, 1000, 1122, 1950]
pachisa-box [8, 1478, 370, 1690]
sudoku-cell[interactable] [106, 2024, 139, 2057]
sudoku-answer-cell [229, 2108, 245, 2124]
contact-box [1130, 2049, 1488, 2203]
right-letter-signature: ବସନ୍ତ ଚରଣ ନାୟକ, ଭୁବନେଶ୍ୱର [1337, 2028, 1488, 2042]
pachisa-list [8, 1518, 370, 1668]
sudoku-cell[interactable]: 2 [72, 2024, 105, 2057]
sudoku-cell[interactable] [239, 1757, 272, 1790]
sudoku-header [10, 1702, 368, 1750]
sudoku-answer-cell [229, 2123, 245, 2139]
quote-author: —ଶ୍ରୀଅରବିନ୍ଦ [727, 68, 790, 82]
sudoku-answer-cell [337, 2154, 353, 2170]
sudoku-answer-cell [213, 2139, 229, 2155]
main-col-1-text: ଯାହି ରଣ୍ଡିଆରେ ଆଉ ଆଠ/ଦଶ ବର୍ଷ ଭିତରେ ଦେଶରେ ରହିବାକୁ ଥିବା ବିଦ୍ୟୁତ ଚାହିଦା ସମ୍ପର୍କରେ ସରକାରୀ ଆକଳନ ପ୍ରକାଶ ପାଇଛି। ଏହି ଆକଳନ ଅନୁସାରେ ଦେଶର ବିଦ୍ୟୁତ ଉତ୍ପାଦନ କ୍ଷମତା ଦ୍ୱିଗୁଣିତ କରିବାକୁ ପଡ଼ିବ। ତାପଜ ବିଦ୍ୟୁତ କେନ୍ଦ୍ର ଉପରେ ଅଧିକ ନିର୍ଭରଶୀଳତା ପରିବେଶ ପାଇଁ କ୍ଷତିକାରକ। କୋଇଲା ଆଧାରିତ ବିଦ୍ୟୁତ କେନ୍ଦ୍ରରୁ ନିର୍ଗତ ଧୂଆଁ ବାୟୁମଣ୍ଡଳକୁ ପ୍ରଦୂଷିତ କରୁଛି। ଜଳବାୟୁ ପରିବର୍ତ୍ତନର ପ୍ରଭାବ ଦିନକୁ ଦିନ ସ୍ପଷ୍ଟ ହେଉଛି। ଏହି ପରିପ୍ରେକ୍ଷୀରେ ଦେଶର ଶକ୍ତି ନୀତିକୁ ନୂଆ କରି ଦେଖିବା ଆବଶ୍ୟକ। ସରକାରଙ୍କ ବର୍ତ୍ତମାନର ଯୋଜନା ଅପରିଣାମଦର୍ଶୀ ବୋଲି ଅନେକ ବିଶେଷଜ୍ଞ ମତ ଦେଉଛନ୍ତି। ଓଡ଼ିଶାରେ ମଧ୍ୟ ଅନେକ ତାପଜ ବିଦ୍ୟୁତ କେନ୍ଦ୍ର ସ୍ଥାପନ ପାଇଁ ପ୍ରସ୍ତାବ ଆସିଛି। ଏହାଦ୍ୱାରା କୃଷି ଜମି ଓ ଜଳ ସମ୍ପଦ ଉପରେ ଚାପ ପଡ଼ିବ। ସ୍ଥାନୀୟ ଲୋକଙ୍କ ବିସ୍ଥାପନ ଏକ ବଡ଼ ସମସ୍ୟା ହୋଇ ଉଭା ହେବ। [378, 1000, 620, 1212]
sudoku-answer-cell [306, 2216, 322, 2232]
sudoku-cell[interactable] [239, 1924, 272, 1957]
sudoku-grid[interactable] [36, 1754, 342, 2060]
sudoku-cell[interactable] [206, 1890, 239, 1923]
sudoku-cell[interactable]: 9 [39, 1824, 72, 1857]
left-article-box [8, 538, 370, 1468]
sudoku-answer-cell [244, 2139, 260, 2155]
ei-bharatare-text [8, 50, 370, 532]
sudoku-cell[interactable]: 9 [272, 1790, 305, 1823]
